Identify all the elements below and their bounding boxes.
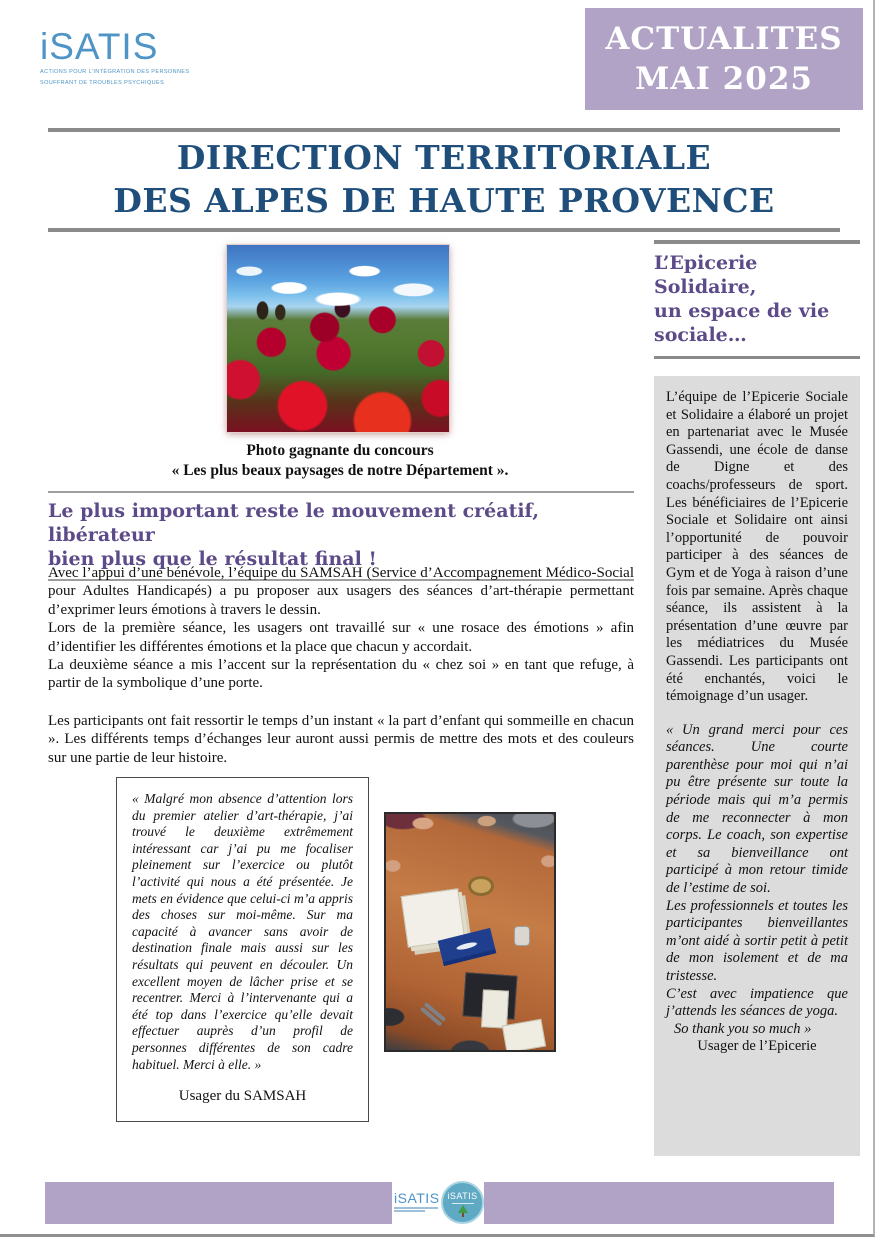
tree-trunk-icon [462,1213,464,1217]
banner-line-2: MAI 2025 [635,61,813,97]
article-paragraph: Lors de la première séance, les usagers ont travaillé sur « une rosace des émotions » afin d’identifier les différentes émotions et la place que chacun y accordait. [48,620,634,655]
isatis-logo-wordmark: iSATIS [40,26,159,67]
photo-detail-shoebox-logo [449,938,484,954]
sidebar-article-box [654,376,860,1156]
sidebar-body: L’équipe de l’Epicerie Sociale et Solidaire a élaboré un projet en partenariat avec le Musée Gassendi, une école de danse de Digne et des coachs/professeurs de sport. Les bénéficiaires de l’Epicerie Sociale et Solidaire ont ainsi l’opportunité de pouvoir participer à des séances de Gym et de Yoga à raison d’une fois par semaine. Après chaque séance, ils assistent à la présentation d’une œuvre par les médiatrices du Musée Gassendi. Les participants ont été enchantés, voici le témoignage d’un usager. [666,389,848,705]
page-title-line-2: DES ALPES DE HAUTE PROVENCE [113,181,775,220]
footer-wordmark-text: iSATIS [394,1190,440,1206]
sidebar-title-line-1: L’Epicerie Solidaire, [654,252,758,298]
footer-badge-underline [452,1203,474,1204]
photo-caption-line-1: Photo gagnante du concours [246,442,434,459]
sidebar-title [654,244,860,356]
banner-line-1: ACTUALITES [605,21,843,57]
sidebar-author: Usager de l’Epicerie [697,1038,817,1055]
isatis-logo [40,28,210,88]
article-headline-line-2: bien plus que le résultat final ! [48,548,377,570]
sidebar-quote-3: C’est avec impatience que j’attends les séances de yoga. [666,985,848,1020]
testimonial-author: Usager du SAMSAH [178,1088,307,1105]
article-headline-line-1: Le plus important reste le mouvement créatif, libérateur [48,500,539,546]
photo-detail-sheet [502,1019,546,1052]
sidebar-quote-2: Les professionnels et toutes les participantes bienveillantes m’ont aidé à sortir petit à petit de mon isolement et de ma tristesse. [666,897,848,984]
footer-wordmark-tagline-bar [394,1207,438,1209]
tree-icon [458,1205,468,1213]
article-paragraph: Avec l’appui d’une bénévole, l’équipe du SAMSAH (Service d’Accompagnement Médico-Social pour Adultes Handicapés) a pu proposer aux usagers des séances d’art-thérapie permettant d’exprimer leurs émotions à travers le dessin. [48,565,634,618]
article-paragraph: Les participants ont fait ressortir le temps d’un instant « la part d’enfant qui sommeille en chacun ». Les différents temps d’échanges leur auront aussi permis de mettre des mots et des couleurs sur une partie de leur histoire. [48,712,634,766]
sidebar-rule-bottom [654,356,860,359]
title-block [48,128,840,232]
footer-bar-left [45,1182,392,1224]
footer-badge-text: iSATIS [447,1191,478,1201]
page-title-line-1: DIRECTION TERRITORIALE [176,138,712,177]
photo-detail-notebook [481,989,509,1028]
sidebar [654,240,860,1156]
sidebar-quote-4: So thank you so much » [674,1020,812,1037]
article-body [48,564,634,767]
testimonial-text: « Malgré mon absence d’attention lors du premier atelier d’art-thérapie, j’ai trouvé le deuxième extrêmement intéressant car j’ai pu me focaliser pleinement sur l’exercice ou plutôt l’activité qui nous a été présentée. Je mets en évidence que celui-ci m’a appris des choses sur moi-même. Sur ma capacité à avancer sans avoir de destination finale mais aussi sur les résultats qui peuvent en découler. Un excellent moyen de lâcher prise et se recentrer. Merci à l’intervenante qui a été top dans l’exercice qu’elle devait effectuer auprès d’un profil de personnes différentes de son cadre habituel. Merci à elle. » [132,791,353,1072]
article-paragraph: La deuxième séance a mis l’accent sur la représentation du « chez soi » en tant que refuge, à partir de la symbolique d’une porte. [48,657,634,692]
title-rule-bottom [48,228,840,232]
winning-landscape-photo [227,245,449,432]
testimonial-box [116,777,369,1122]
sidebar-quote-1: « Un grand merci pour ces séances. Une courte parenthèse pour moi qui n’ai pu être présente sur toute la période mais qui m’a permis de me reconnecter à mon corps. Le coach, son expertise et sa bienveillance ont participé à mon retour timide de l’estime de soi. [666,721,848,897]
issue-banner [585,8,863,110]
photo-detail-basket [468,876,494,896]
photo-caption [50,441,630,481]
footer-isatis-wordmark [394,1191,438,1212]
photo-caption-line-2: « Les plus beaux paysages de notre Département ». [171,462,509,479]
footer-isatis-badge [441,1181,484,1224]
photo-detail-glass [514,926,530,946]
footer-wordmark-tagline-bar [394,1210,425,1212]
isatis-logo-tagline-1: ACTIONS POUR L’INTÉGRATION DES PERSONNES [40,69,190,75]
footer-bar-right [484,1182,834,1224]
sidebar-title-line-2: un espace de vie sociale… [654,300,830,346]
photo-detail-scissors [424,1002,446,1022]
art-therapy-workshop-photo [384,812,556,1052]
page-title [48,132,840,228]
isatis-logo-tagline-2: SOUFFRANT DE TROUBLES PSYCHIQUES [40,80,165,87]
